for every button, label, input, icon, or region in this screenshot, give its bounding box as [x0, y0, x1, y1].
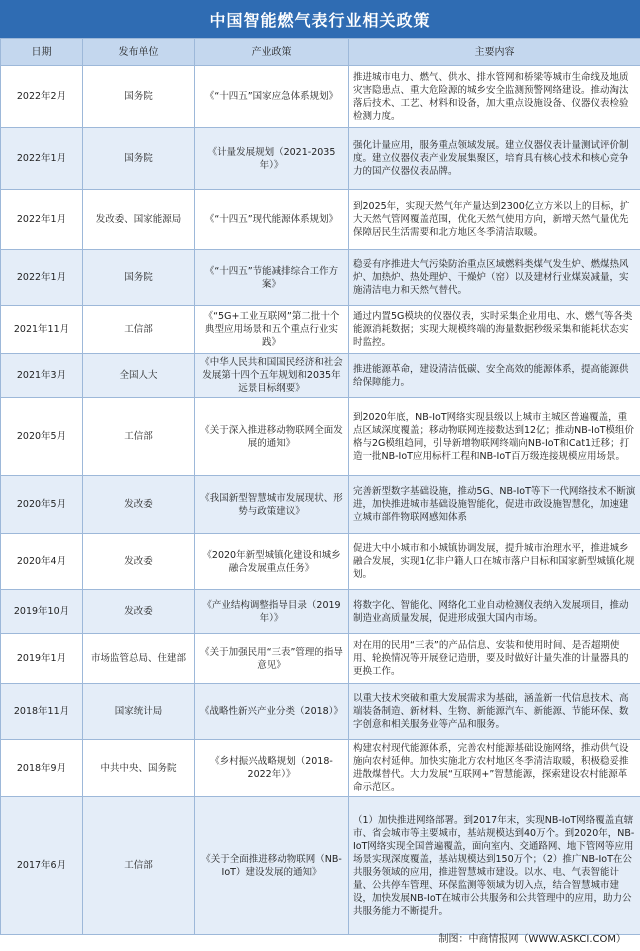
- source-footer: 制图：中商情报网（WWW.ASKCI.COM）: [438, 934, 626, 945]
- cell-policy: 《我国新型智慧城市发展现状、形势与政策建议》: [195, 476, 349, 534]
- table-row: [1, 534, 640, 590]
- page-title: 中国智能燃气表行业相关政策: [0, 0, 640, 38]
- table-row: [1, 306, 640, 354]
- table-row: [1, 476, 640, 534]
- cell-policy: 《计量发展规划（2021-2035年）》: [195, 128, 349, 190]
- cell-content: 通过内置5G模块的仪器仪表，实时采集企业用电、水、燃气等各类能源消耗数据；实现大规模终端的海量数据秒级采集和能耗状态实时监控。: [349, 306, 640, 354]
- cell-org: 发改委: [83, 590, 195, 634]
- cell-content: 到2025年，实现天然气年产量达到2300亿立方米以上的目标，扩大天然气管网覆盖范围，优化天然气使用方向，新增天然气量优先保障居民生活需要和北方地区冬季清洁取暖。: [349, 190, 640, 250]
- table-header-row: [1, 39, 640, 66]
- cell-policy: 《战略性新兴产业分类（2018）》: [195, 684, 349, 740]
- header-org: 发布单位: [83, 39, 195, 66]
- cell-content: 促进大中小城市和小城镇协调发展，提升城市治理水平，推进城乡融合发展，实现1亿非户籍人口在城市落户目标和国家新型城镇化规划。: [349, 534, 640, 590]
- cell-policy: 《“十四五”节能减排综合工作方案》: [195, 250, 349, 306]
- cell-date: 2017年6月: [1, 797, 83, 935]
- table-row: [1, 354, 640, 398]
- cell-content: 强化计量应用，服务重点领域发展。建立仪器仪表计量测试评价制度。建立仪器仪表产业发展集聚区，培育具有核心技术和核心竞争力的国产仪器仪表品牌。: [349, 128, 640, 190]
- cell-org: 国务院: [83, 128, 195, 190]
- table-row: [1, 190, 640, 250]
- cell-date: 2020年5月: [1, 476, 83, 534]
- cell-content: 推进城市电力、燃气、供水、排水管网和桥梁等城市生命线及地质灾害隐患点、重大危险源的城乡安全监测预警网络建设。推动淘汰落后技术、工艺、材料和设备，加大重点设施设备、仪器仪表检验检测力度。: [349, 66, 640, 128]
- cell-policy: 《“十四五”国家应急体系规划》: [195, 66, 349, 128]
- header-content: 主要内容: [349, 39, 640, 66]
- cell-org: 发改委: [83, 534, 195, 590]
- table-body: [1, 66, 640, 935]
- cell-policy: 《关于深入推进移动物联网全面发展的通知》: [195, 398, 349, 476]
- table-row: [1, 128, 640, 190]
- cell-org: 国家统计局: [83, 684, 195, 740]
- cell-content: 对在用的民用“三表”的产品信息、安装和使用时间、是否超期使用、轮换情况等开展登记造册，要及时做好计量失准的计量器具的更换工作。: [349, 634, 640, 684]
- cell-date: 2019年1月: [1, 634, 83, 684]
- header-policy: 产业政策: [195, 39, 349, 66]
- header-date: 日期: [1, 39, 83, 66]
- cell-date: 2018年11月: [1, 684, 83, 740]
- cell-org: 市场监管总局、住建部: [83, 634, 195, 684]
- cell-content: 将数字化、智能化、网络化工业自动检测仪表纳入发展项目，推动制造业高质量发展，促进形成强大国内市场。: [349, 590, 640, 634]
- table-row: [1, 590, 640, 634]
- cell-date: 2019年10月: [1, 590, 83, 634]
- cell-date: 2022年1月: [1, 190, 83, 250]
- cell-content: 构建农村现代能源体系，完善农村能源基础设施网络，推动供气设施向农村延伸。加快实施北方农村地区冬季清洁取暖，积极稳妥推进散煤替代。大力发展“互联网+”智慧能源，探索建设农村能源革命示范区。: [349, 740, 640, 797]
- cell-date: 2022年1月: [1, 128, 83, 190]
- cell-content: 完善新型数字基础设施，推动5G、NB-IoT等下一代网络技术不断演进，加快推进城市基础设施智能化，促进市政设施智慧化，加速建立城市部件物联网感知体系: [349, 476, 640, 534]
- cell-content: （1）加快推进网络部署。到2017年末，实现NB-IoT网络覆盖直辖市、省会城市等主要城市，基站规模达到40万个。到2020年，NB-IoT网络实现全国普遍覆盖，面向室内、交通路网、地下管网等应用场景实现深度覆盖，基站规模达到150万个；（2）推广NB-IoT在公共服务领域的应用，推进智慧城市建设。以水、电、气表智能计量、公共停车管理、环保监测等领域为切入点，结合智慧城市建设，加快发展NB-IoT在城市公共服务和公共管理中的应用，助力公共服务能力不断提升。: [349, 797, 640, 935]
- cell-org: 工信部: [83, 398, 195, 476]
- table-row: [1, 398, 640, 476]
- cell-org: 工信部: [83, 306, 195, 354]
- cell-date: 2020年5月: [1, 398, 83, 476]
- table-row: [1, 740, 640, 797]
- cell-date: 2020年4月: [1, 534, 83, 590]
- table-row: [1, 66, 640, 128]
- cell-policy: 《产业结构调整指导目录（2019年）》: [195, 590, 349, 634]
- cell-policy: 《2020年新型城镇化建设和城乡融合发展重点任务》: [195, 534, 349, 590]
- cell-org: 全国人大: [83, 354, 195, 398]
- cell-date: 2022年2月: [1, 66, 83, 128]
- cell-content: 到2020年底，NB-IoT网络实现县级以上城市主城区普遍覆盖，重点区域深度覆盖；移动物联网连接数达到12亿；推动NB-IoT模组价格与2G模组趋同，引导新增物联网终端向NB-IoT和Cat1迁移；打造一批NB-IoT应用标杆工程和NB-IoT百万级连接规模应用场景。: [349, 398, 640, 476]
- cell-policy: 《“十四五”现代能源体系规划》: [195, 190, 349, 250]
- table-row: [1, 797, 640, 935]
- cell-org: 发改委、国家能源局: [83, 190, 195, 250]
- cell-org: 工信部: [83, 797, 195, 935]
- cell-policy: 《关于全面推进移动物联网（NB-IoT）建设发展的通知》: [195, 797, 349, 935]
- cell-policy: 《中华人民共和国国民经济和社会发展第十四个五年规划和2035年远景目标纲要》: [195, 354, 349, 398]
- cell-org: 中共中央、国务院: [83, 740, 195, 797]
- cell-org: 国务院: [83, 66, 195, 128]
- cell-date: 2021年11月: [1, 306, 83, 354]
- cell-date: 2018年9月: [1, 740, 83, 797]
- cell-policy: 《关于加强民用“三表”管理的指导意见》: [195, 634, 349, 684]
- cell-org: 国务院: [83, 250, 195, 306]
- cell-policy: 《乡村振兴战略规划（2018-2022年）》: [195, 740, 349, 797]
- cell-content: 以重大技术突破和重大发展需求为基础，涵盖新一代信息技术、高端装备制造、新材料、生物、新能源汽车、新能源、节能环保、数字创意和相关服务业等产品和服务。: [349, 684, 640, 740]
- table-row: [1, 250, 640, 306]
- cell-date: 2021年3月: [1, 354, 83, 398]
- cell-content: 推进能源革命，建设清洁低碳、安全高效的能源体系，提高能源供给保障能力。: [349, 354, 640, 398]
- cell-org: 发改委: [83, 476, 195, 534]
- cell-date: 2022年1月: [1, 250, 83, 306]
- cell-content: 稳妥有序推进大气污染防治重点区域燃料类煤气发生炉、燃煤热风炉、加热炉、热处理炉、干燥炉（窑）以及建材行业煤炭减量，实施清洁电力和天然气替代。: [349, 250, 640, 306]
- table-row: [1, 634, 640, 684]
- table-row: [1, 684, 640, 740]
- cell-policy: 《“5G+工业互联网”第二批十个典型应用场景和五个重点行业实践》: [195, 306, 349, 354]
- policy-table: [0, 38, 640, 935]
